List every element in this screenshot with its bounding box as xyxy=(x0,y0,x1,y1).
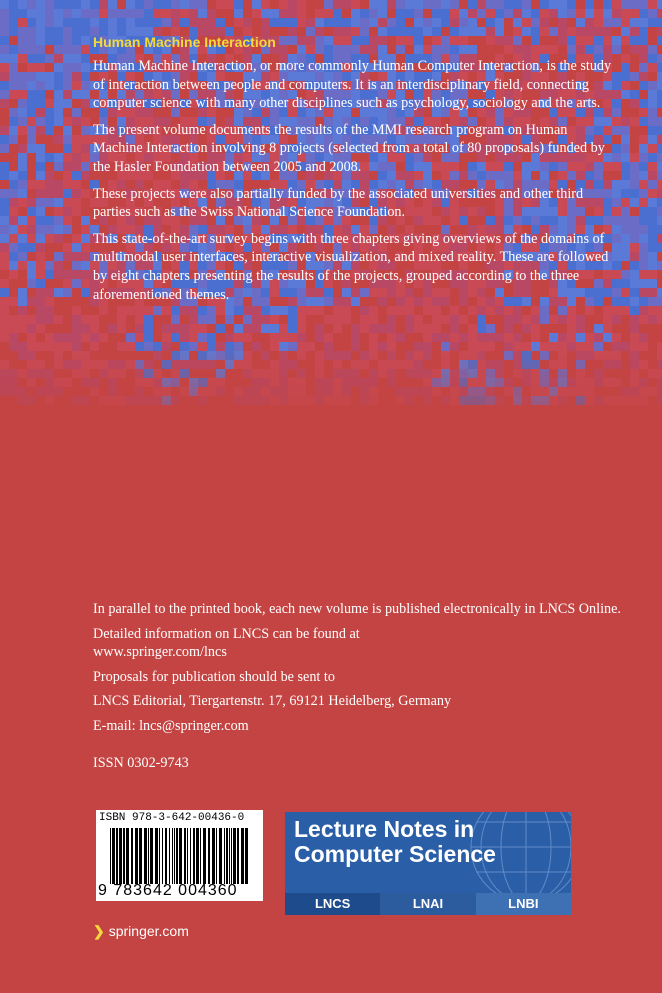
email-contact[interactable]: E-mail: lncs@springer.com xyxy=(93,717,249,734)
isbn-barcode xyxy=(96,810,263,901)
lncs-title xyxy=(294,817,496,867)
tab-lnbi: LNBI xyxy=(476,893,571,915)
springer-name: springer.com xyxy=(108,923,189,939)
parallel-note: In parallel to the printed book, each new volume is published electronically in LNCS Online. xyxy=(93,601,621,617)
blurb-paragraph-1: Human Machine Interaction, or more commonly Human Computer Interaction, is the study of interaction between people and computers. It is an interdisciplinary field, connecting computer science with many other disciplines such as psychology, sociology and the arts. xyxy=(93,58,612,112)
chevron-right-icon: ❯ xyxy=(93,923,105,939)
issn: ISSN 0302-9743 xyxy=(93,754,189,771)
lncs-title-line-1: Lecture Notes in xyxy=(294,816,475,842)
blurb-paragraph-3: These projects were also partially funded by the associated universities and other third parties such as the Swiss National Science Foundation. xyxy=(93,185,584,221)
lncs-series-logo xyxy=(285,812,571,915)
lncs-title-line-2: Computer Science xyxy=(294,841,496,867)
lncs-url[interactable]: www.springer.com/lncs xyxy=(93,644,227,661)
tab-lnai: LNAI xyxy=(380,893,475,915)
springer-link[interactable] xyxy=(93,923,189,940)
barcode-digits: 9 783642 004360 xyxy=(98,882,238,899)
back-cover-blurb xyxy=(93,34,613,312)
blurb-paragraph-2: The present volume documents the results of the MMI research program on Human Machine Interaction involving 8 projects (selected from a total of 80 proposals) funded by the Hasler Foundation between 2005 and 2008. xyxy=(93,121,605,175)
detailed-info xyxy=(93,625,633,662)
proposals-note: Proposals for publication should be sent to xyxy=(93,668,335,685)
blurb-paragraph-4: This state-of-the-art survey begins with three chapters giving overviews of the domains of multimodal user interfaces, interactive visualization, and mixed reality. These are followed by eight chapters presenting the results of the projects, grouped according to the three aforementioned themes. xyxy=(93,230,609,303)
detailed-info-text: Detailed information on LNCS can be found at xyxy=(93,625,360,642)
series-tabs xyxy=(285,893,571,915)
barcode-bars xyxy=(110,828,250,884)
editorial-address: LNCS Editorial, Tiergartenstr. 17, 69121 Heidelberg, Germany xyxy=(93,693,452,710)
isbn-text: ISBN 978-3-642-00436-0 xyxy=(99,812,245,824)
blurb-heading: Human Machine Interaction xyxy=(93,34,276,50)
tab-lncs: LNCS xyxy=(285,893,380,915)
series-info xyxy=(93,600,633,778)
